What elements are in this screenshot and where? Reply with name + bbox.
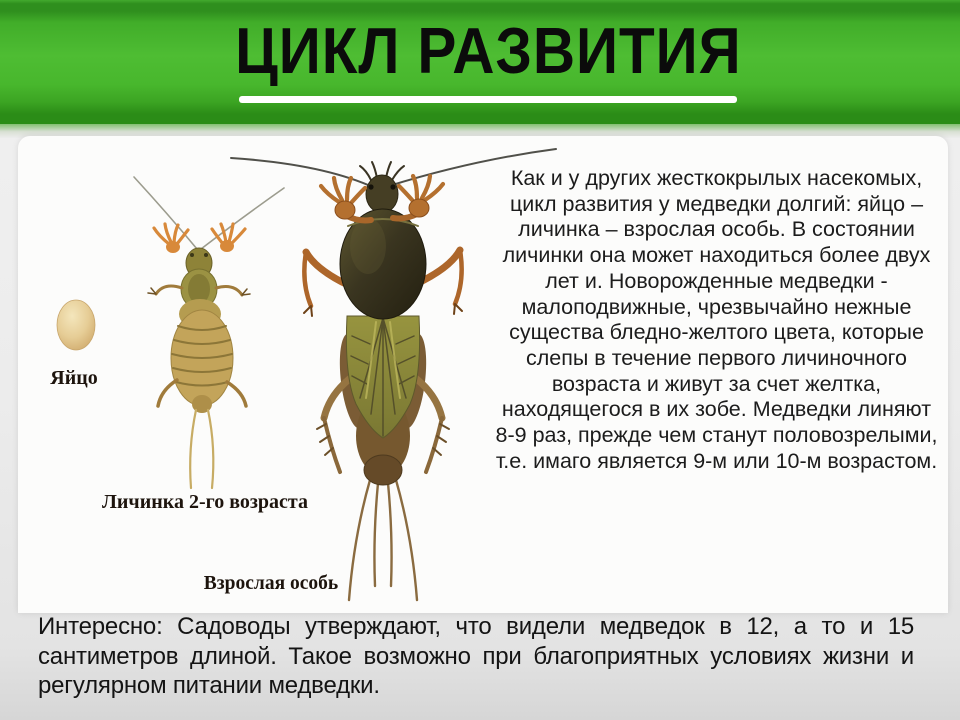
content-panel (18, 136, 948, 613)
egg-shape (57, 300, 95, 350)
egg-illustration (57, 300, 95, 350)
larva-antenna-right (201, 188, 284, 249)
larva-cercus-right (208, 410, 213, 488)
larva-hindleg-right (227, 382, 246, 406)
title-underline (239, 96, 737, 103)
adult-antenna-left (231, 158, 375, 188)
larva-midleg-left (156, 286, 182, 294)
larva-label: Личинка 2-го возраста (102, 491, 308, 513)
larva-midleg-right (216, 287, 242, 295)
adult-tail-filaments (349, 480, 417, 600)
egg-label: Яйцо (50, 367, 98, 389)
slide-header (0, 0, 960, 124)
page-title: ЦИКЛ РАЗВИТИЯ (234, 14, 742, 87)
larva-foreleg-left (154, 224, 188, 244)
larva-antenna-left (134, 177, 197, 249)
adult-label: Взрослая особь (203, 573, 339, 594)
footer-note: Интересно: Садоводы утверждают, что видели медведок в 12, а то и 15 сантиметров длиной. Такое возможно при благоприятных условиях жизни и регулярном питании медведки. (38, 613, 914, 700)
adult-foreleg-left (321, 178, 371, 221)
adult-head (366, 175, 398, 213)
larva-cercus-left (190, 410, 196, 488)
description-text: Как и у других жесткокрылых насекомых, цикл развития у медведки долгий: яйцо – личинка – взрослая особь. В состоянии личинки она может находиться более двух лет и. Новорожденные медведки - малоподвижные, чрезвычайно нежные существа бледно-желтого цвета, которые слепы в течение первого личиночного возраста и живут за счет желтка, находящегося в их зобе. Медведки линяют 8-9 раз, прежде чем станут половозрелыми, т.е. имаго является 9-м или 10-м возрастом. (495, 166, 938, 473)
adult-pronotum (340, 209, 426, 319)
larva-illustration (134, 177, 284, 488)
larva-hindleg-left (158, 380, 177, 406)
